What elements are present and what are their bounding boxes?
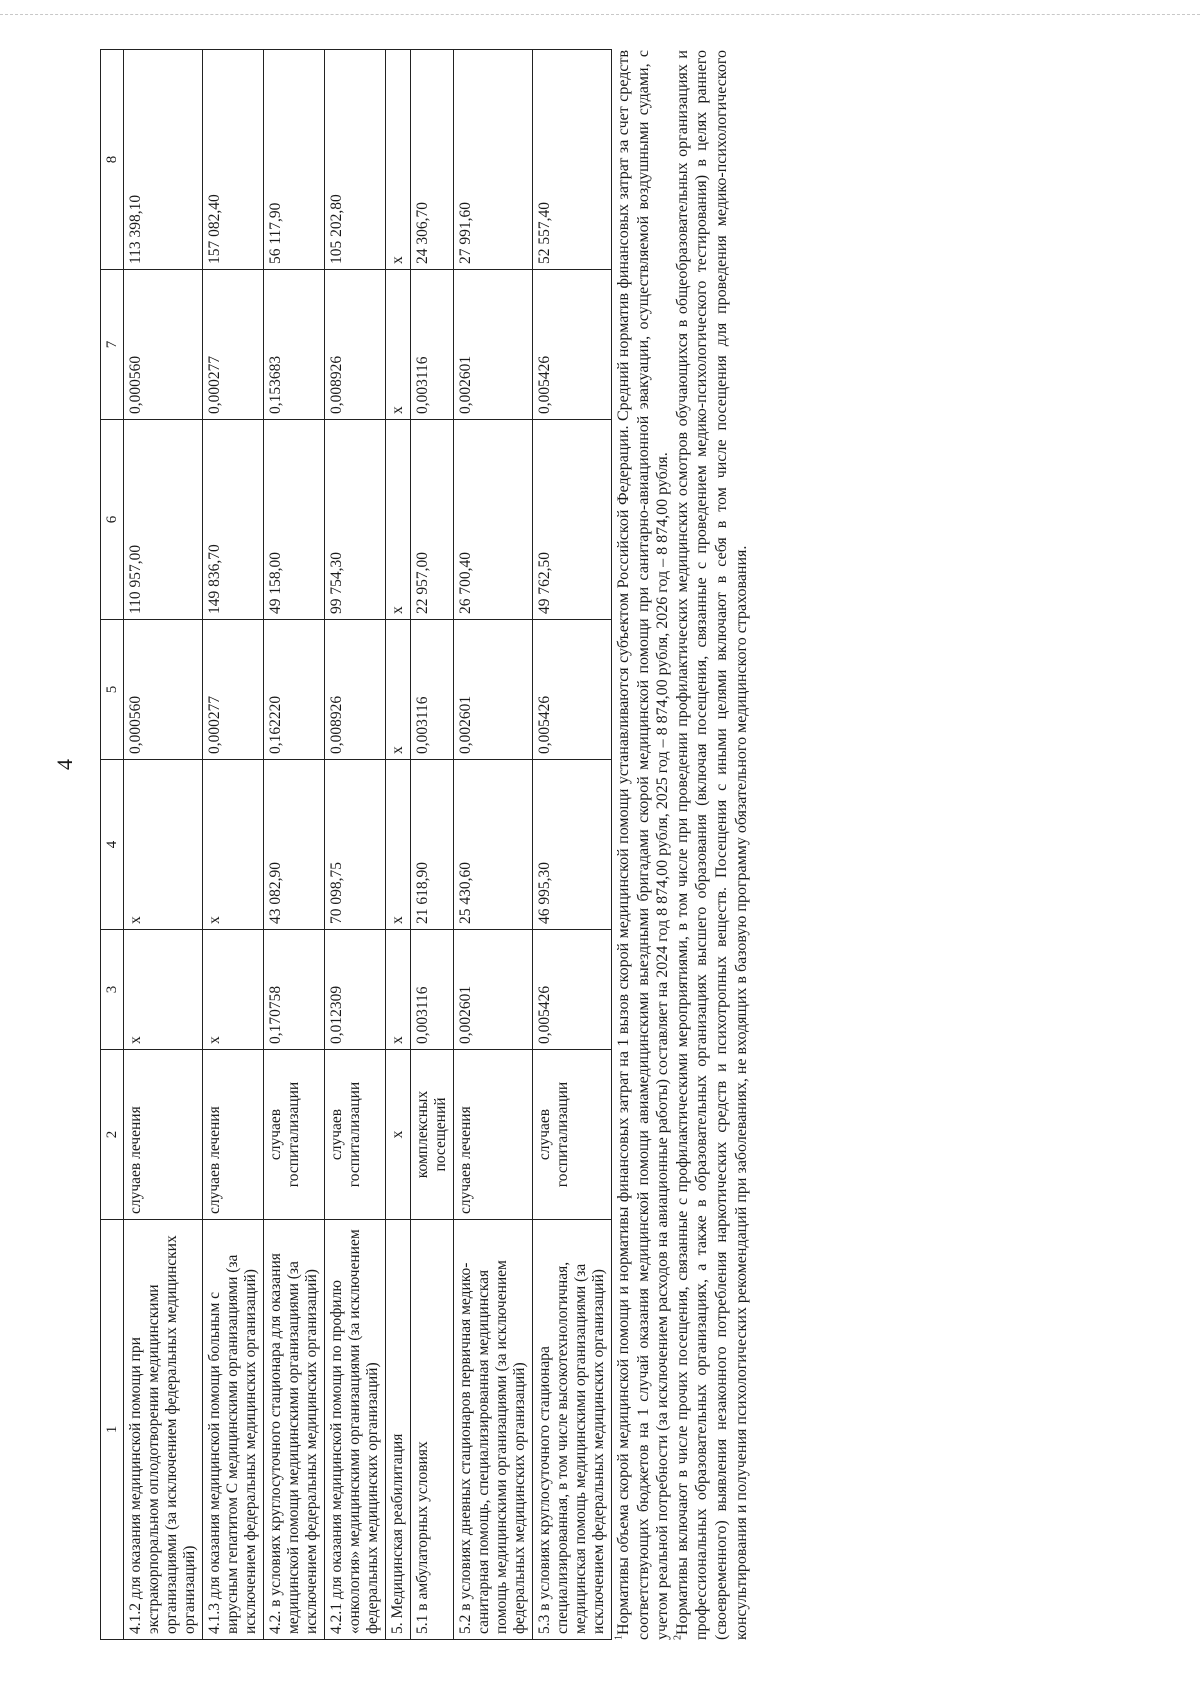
- table-row: [454, 50, 533, 1640]
- unit-cell: случаев госпитализации: [533, 1050, 612, 1220]
- table-row: [264, 50, 325, 1640]
- unit-cell: случаев госпитализации: [264, 1050, 325, 1220]
- table-row: [411, 50, 454, 1640]
- table-cell: 0,000277: [203, 620, 264, 760]
- table-cell: x: [386, 760, 411, 930]
- table-cell: 0,005426: [533, 620, 612, 760]
- table-cell: 0,002601: [454, 270, 533, 420]
- column-header: 7: [101, 270, 124, 420]
- table-cell: 0,162220: [264, 620, 325, 760]
- table-cell: 27 991,60: [454, 50, 533, 270]
- table-cell: 43 082,90: [264, 760, 325, 930]
- table-row: [325, 50, 386, 1640]
- row-label: 4.1.2 для оказания медицинской помощи при экстракорпоральном оплодотворении медицинскими организациями (за исключением федеральных медицинских организаций): [124, 1220, 203, 1640]
- table-cell: 0,005426: [533, 930, 612, 1050]
- table-row: [533, 50, 612, 1640]
- table-cell: 0,000560: [124, 270, 203, 420]
- table-cell: x: [386, 930, 411, 1050]
- table-cell: 49 158,00: [264, 420, 325, 620]
- table-cell: 0,008926: [325, 620, 386, 760]
- column-header: 6: [101, 420, 124, 620]
- unit-cell: случаев лечения: [124, 1050, 203, 1220]
- table-cell: 70 098,75: [325, 760, 386, 930]
- footnote-2-text: Нормативы включают в числе прочих посещения, связанные с профилактическими мероприятиями, в том числе при проведении профилактических медицинских осмотров обучающихся в общеобразовательных организациях и профессиональных образовательных организациях, а также в образовательных организациях высшего образования (включая посещения, связанные с проведением медико-психологического тестирования) в целях раннего (своевременного) выявления незаконного потребления наркотических средств и психотропных веществ. Посещения с иными целями включают в себя в том числе посещения для проведения медико-психологического консультирования и получения психологических рекомендаций при заболеваниях, не входящих в базовую программу обязательного медицинского страхования.: [673, 50, 750, 1640]
- unit-cell: случаев госпитализации: [325, 1050, 386, 1220]
- table-row: [386, 50, 411, 1640]
- table-cell: x: [124, 760, 203, 930]
- unit-cell: случаев лечения: [203, 1050, 264, 1220]
- table-cell: 99 754,30: [325, 420, 386, 620]
- table-cell: 0,005426: [533, 270, 612, 420]
- table-cell: 0,153683: [264, 270, 325, 420]
- table-cell: 21 618,90: [411, 760, 454, 930]
- table-cell: 0,003116: [411, 620, 454, 760]
- column-header: 3: [101, 930, 124, 1050]
- footnote-1-mark: 1: [613, 1635, 625, 1640]
- table-cell: x: [124, 930, 203, 1050]
- table-cell: 52 557,40: [533, 50, 612, 270]
- row-label: 5. Медицинская реабилитация: [386, 1220, 411, 1640]
- table-cell: 0,000560: [124, 620, 203, 760]
- row-label: 4.2. в условиях круглосуточного стационара для оказания медицинской помощи медицинскими организациями (за исключением федеральных медицинских организаций): [264, 1220, 325, 1640]
- table-row: [124, 50, 203, 1640]
- row-label: 5.1 в амбулаторных условиях: [411, 1220, 454, 1640]
- table-cell: 56 117,90: [264, 50, 325, 270]
- table-cell: x: [203, 760, 264, 930]
- table-cell: 26 700,40: [454, 420, 533, 620]
- column-header: 4: [101, 760, 124, 930]
- page-number: 4: [52, 759, 77, 770]
- table-header-row: [101, 50, 124, 1640]
- rotated-page-content: [100, 50, 1040, 1640]
- table-cell: 0,170758: [264, 930, 325, 1050]
- table-cell: x: [386, 270, 411, 420]
- row-label: 5.3 в условиях круглосуточного стационара специализированная, в том числе высокотехнологичная, медицинская помощь медицинскими организациями (за исключением федеральных медицинских организаций): [533, 1220, 612, 1640]
- column-header: 8: [101, 50, 124, 270]
- table-cell: 0,002601: [454, 930, 533, 1050]
- footnote-2-mark: 2: [672, 1635, 684, 1640]
- table-cell: 25 430,60: [454, 760, 533, 930]
- row-label: 5.2 в условиях дневных стационаров первичная медико-санитарная помощь, специализированная медицинская помощь медицинскими организациями (за исключением федеральных медицинских организаций): [454, 1220, 533, 1640]
- standards-table: [100, 49, 612, 1640]
- table-cell: x: [203, 930, 264, 1050]
- table-cell: 24 306,70: [411, 50, 454, 270]
- table-cell: x: [386, 620, 411, 760]
- unit-cell: комплексных посещений: [411, 1050, 454, 1220]
- table-row: [203, 50, 264, 1640]
- table-cell: 0,002601: [454, 620, 533, 760]
- row-label: 4.1.3 для оказания медицинской помощи больным с вирусным гепатитом С медицинскими организациями (за исключением федеральных медицинских организаций): [203, 1220, 264, 1640]
- column-header: 2: [101, 1050, 124, 1220]
- table-cell: 0,003116: [411, 930, 454, 1050]
- column-header: 5: [101, 620, 124, 760]
- table-cell: 110 957,00: [124, 420, 203, 620]
- table-cell: 22 957,00: [411, 420, 454, 620]
- table-cell: 149 836,70: [203, 420, 264, 620]
- scan-edge-line: [0, 14, 1200, 15]
- table-cell: 113 398,10: [124, 50, 203, 270]
- footnote-1: [614, 50, 673, 1640]
- table-cell: 46 995,30: [533, 760, 612, 930]
- table-cell: 105 202,80: [325, 50, 386, 270]
- table-cell: 0,008926: [325, 270, 386, 420]
- table-cell: x: [386, 50, 411, 270]
- footnote-1-text: Нормативы объема скорой медицинской помощи и нормативы финансовых затрат на 1 вызов скорой медицинской помощи устанавливаются субъектом Российской Федерации. Средний норматив финансовых затрат за счет средств соответствующих бюджетов на 1 случай оказания медицинской помощи авиамедицинскими выездными бригадами скорой медицинской помощи при санитарно-авиационной эвакуации, осуществляемой воздушными судами, с учетом реальной потребности (за исключением расходов на авиационные работы) составляет на 2024 год 8 874,00 рубля, 2025 год – 8 874,00 рубля, 2026 год – 8 874,00 рубля.: [615, 50, 672, 1640]
- table-cell: 0,012309: [325, 930, 386, 1050]
- footnotes: [614, 50, 751, 1640]
- table-cell: 49 762,50: [533, 420, 612, 620]
- table-cell: 0,003116: [411, 270, 454, 420]
- table-cell: 0,000277: [203, 270, 264, 420]
- row-label: 4.2.1 для оказания медицинской помощи по профилю «онкология» медицинскими организациями (за исключением федеральных медицинских организаций): [325, 1220, 386, 1640]
- table-cell: x: [386, 420, 411, 620]
- unit-cell: случаев лечения: [454, 1050, 533, 1220]
- footnote-2: [673, 50, 751, 1640]
- unit-cell: x: [386, 1050, 411, 1220]
- table-cell: 157 082,40: [203, 50, 264, 270]
- column-header: 1: [101, 1220, 124, 1640]
